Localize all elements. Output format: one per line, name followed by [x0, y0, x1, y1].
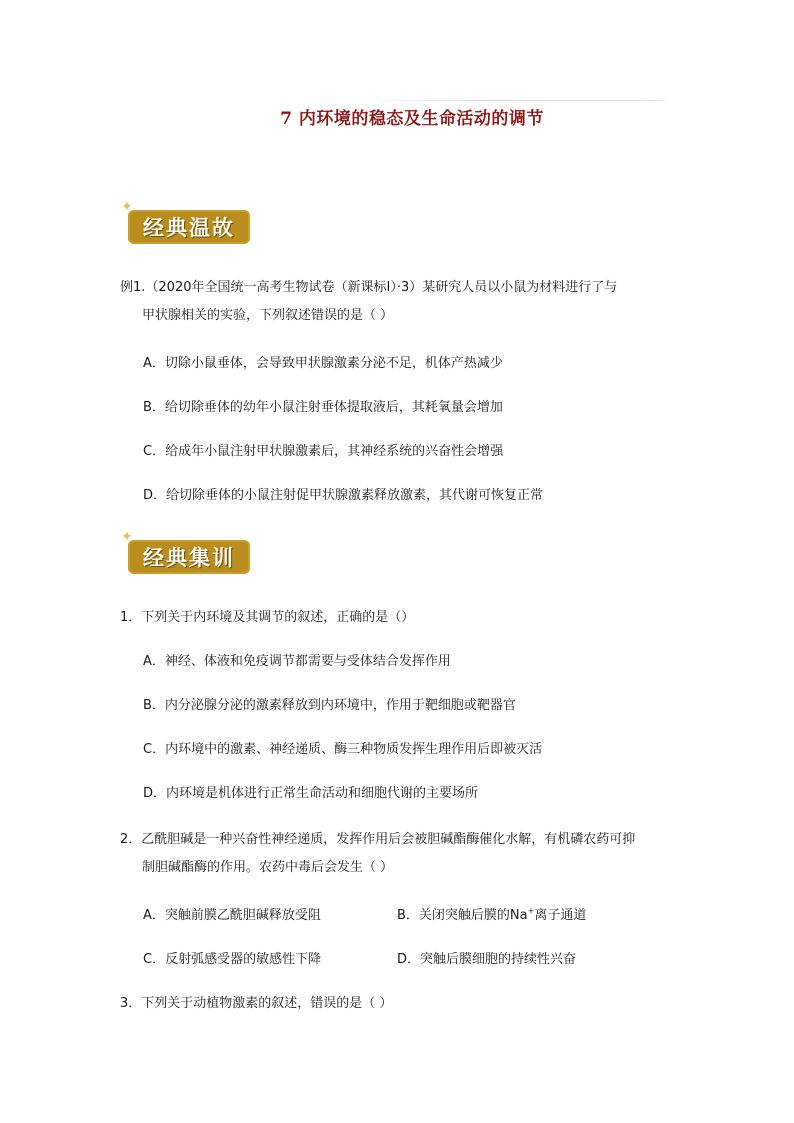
page-title: 7 内环境的稳态及生命活动的调节 [280, 109, 544, 129]
question-2-stem [120, 826, 685, 882]
example-1-option-d: D．给切除垂体的小鼠注射促甲状腺激素释放激素，其代谢可恢复正常 [143, 488, 544, 503]
question-1-stem: 1．下列关于内环境及其调节的叙述，正确的是（） [120, 610, 415, 625]
header-rule [360, 100, 665, 101]
example-1-option-a: A．切除小鼠垂体，会导致甲状腺激素分泌不足，机体产热减少 [143, 356, 503, 371]
example-1-line1: 例1.（2020年全国统一高考生物试卷（新课标Ⅰ）·3）某研究人员以小鼠为材料进行了与 [120, 280, 618, 295]
section-badge-practice [121, 529, 250, 574]
section-badge-label: 经典集训 [143, 546, 235, 570]
question-3-stem: 3．下列关于动植物激素的叙述，错误的是（ ） [120, 996, 393, 1011]
question-2-option-b-post: 离子通道 [534, 908, 587, 923]
star-icon: ✦ [121, 529, 133, 545]
sodium-charge: + [527, 906, 535, 916]
question-2-option-d: D．突触后膜细胞的持续性兴奋 [397, 952, 577, 967]
section-badge-label: 经典温故 [143, 216, 235, 240]
section-badge-review [121, 199, 250, 244]
question-1-option-a: A．神经、体液和免疫调节都需要与受体结合发挥作用 [143, 654, 451, 669]
question-2-line2: 制胆碱酯酶的作用。农药中毒后会发生（ ） [142, 860, 394, 875]
example-1-option-b: B．给切除垂体的幼年小鼠注射垂体提取液后，其耗氧量会增加 [143, 400, 503, 415]
example-1-option-c: C．给成年小鼠注射甲状腺激素后，其神经系统的兴奋性会增强 [143, 444, 504, 459]
question-2-line1: 2．乙酰胆碱是一种兴奋性神经递质，发挥作用后会被胆碱酯酶催化水解，有机磷农药可抑 [120, 832, 636, 847]
star-icon: ✦ [121, 199, 133, 215]
example-1-stem [120, 274, 685, 330]
question-1-option-b: B．内分泌腺分泌的激素释放到内环境中，作用于靶细胞或靶器官 [143, 698, 516, 713]
question-2-option-c: C．反射弧感受器的敏感性下降 [143, 952, 322, 967]
question-1-option-d: D．内环境是机体进行正常生命活动和细胞代谢的主要场所 [143, 786, 479, 801]
question-2-option-b-pre: B．关闭突触后膜的Na [397, 908, 528, 923]
question-2-option-b [397, 906, 586, 926]
example-1-line2: 甲状腺相关的实验，下列叙述错误的是（ ） [142, 308, 394, 323]
question-1-option-c: C．内环境中的激素、神经递质、酶三种物质发挥生理作用后即被灭活 [143, 742, 543, 757]
question-2-option-a: A．突触前膜乙酰胆碱释放受阻 [143, 908, 321, 923]
